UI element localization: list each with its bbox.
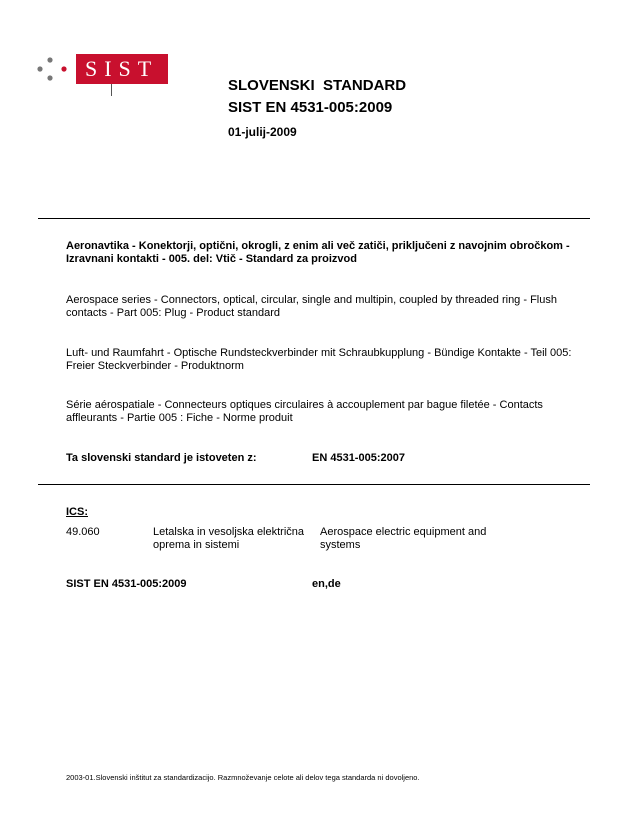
- footer-languages: en,de: [312, 578, 341, 590]
- ics-label: ICS:: [66, 506, 88, 518]
- identical-value: EN 4531-005:2007: [312, 452, 405, 464]
- sist-logo: SIST: [76, 54, 168, 84]
- title-french: Série aérospatiale - Connecteurs optiques circulaires à accouplement par bague filetée - Contacts affleurants - Partie 005 : Fiche - Norme produit: [66, 399, 543, 424]
- ics-description-english: Aerospace electric equipment and systems: [320, 526, 487, 551]
- standard-code: SIST EN 4531-005:2009: [228, 99, 393, 116]
- bottom-divider: [38, 484, 590, 485]
- ics-code: 49.060: [66, 526, 100, 538]
- sist-logo-dots-icon: [36, 54, 76, 88]
- top-divider: [38, 218, 590, 219]
- title-german: Luft- und Raumfahrt - Optische Rundsteckverbinder mit Schraubkupplung - Bündige Kontakte - Teil 005: Freier Steckverbinder - Produktnorm: [66, 347, 572, 372]
- standard-heading: SLOVENSKI STANDARD: [228, 77, 407, 94]
- logo-divider: [111, 84, 112, 96]
- footer-standard-code: SIST EN 4531-005:2009: [66, 578, 187, 590]
- title-slovenian: Aeronavtika - Konektorji, optični, okrogli, z enim ali več zatiči, priključeni z navojnim obročkom - Izravnani kontakti - 005. del: Vtič - Standard za proizvod: [66, 240, 570, 265]
- identical-label: Ta slovenski standard je istoveten z:: [66, 452, 257, 464]
- title-english: Aerospace series - Connectors, optical, circular, single and multipin, coupled by threaded ring - Flush contacts - Part 005: Plug - Product standard: [66, 294, 557, 319]
- publication-date: 01-julij-2009: [228, 125, 297, 139]
- ics-description-slovenian: Letalska in vesoljska električna oprema in sistemi: [153, 526, 305, 551]
- copyright-notice: 2003-01.Slovenski inštitut za standardizacijo. Razmnoževanje celote ali delov tega standarda ni dovoljeno.: [66, 773, 420, 782]
